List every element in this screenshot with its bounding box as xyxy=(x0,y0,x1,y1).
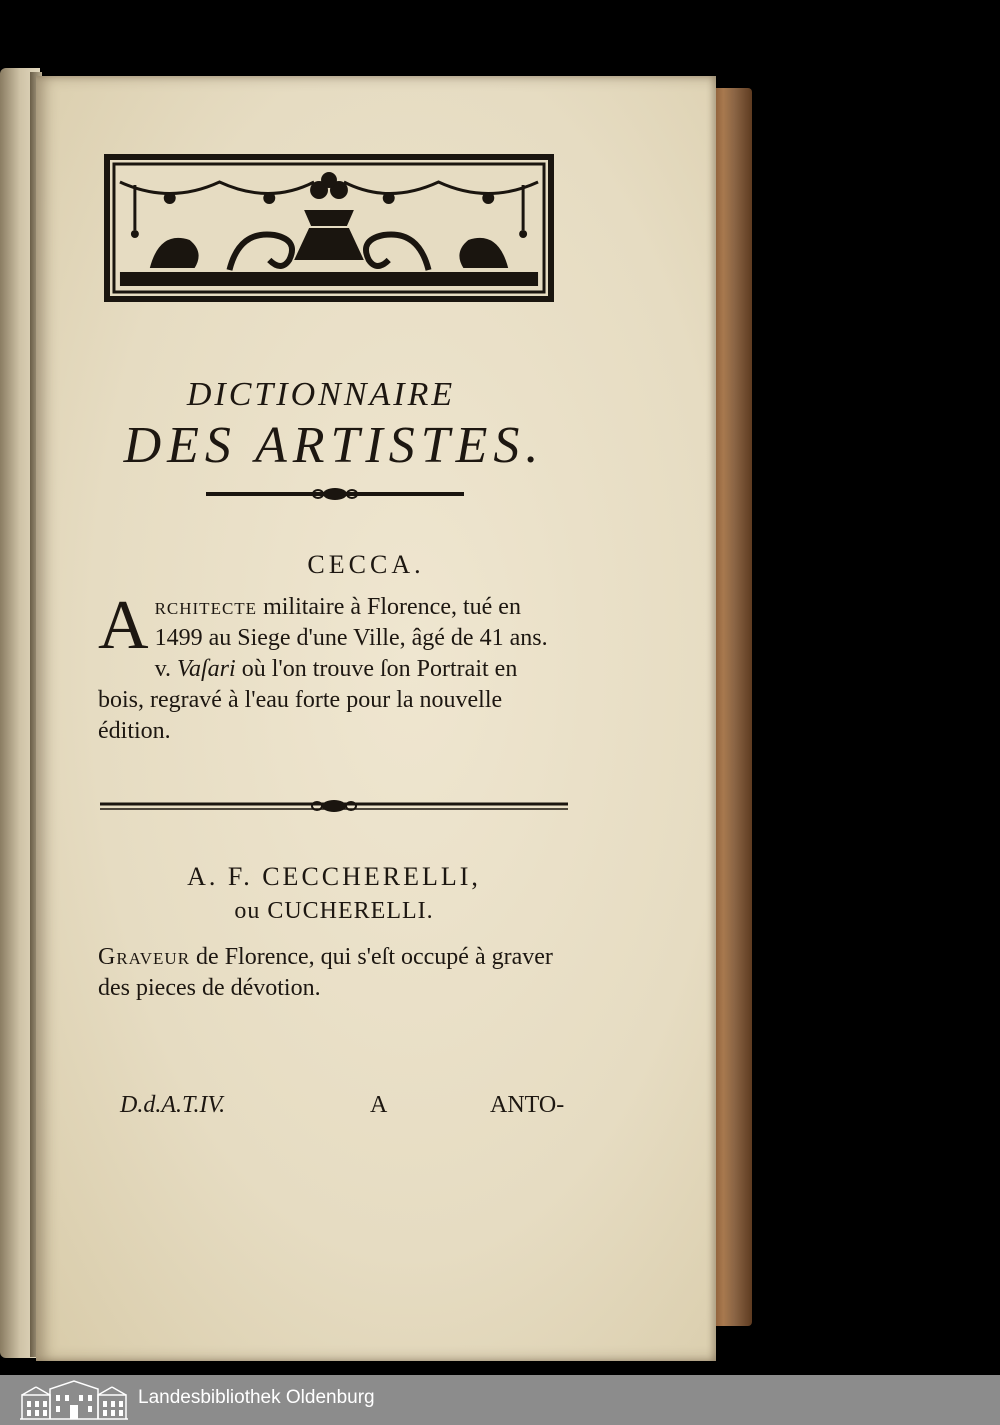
entry-lead-word: Graveur xyxy=(98,944,191,970)
signature: D.d.A.T.IV. xyxy=(120,1092,226,1118)
dropcap: A xyxy=(98,587,149,664)
entry-text-part: de Florence, qui s'eſt occupé à graver des pieces de dévotion. xyxy=(98,944,553,1001)
ornamental-rule-1 xyxy=(206,487,464,501)
entry-italic-name: Vaſari xyxy=(177,656,236,682)
entry-lead-word: rchitecte xyxy=(154,594,258,620)
title-line-1: DICTIONNAIRE xyxy=(186,376,456,413)
library-name: Landesbibliothek Oldenburg xyxy=(138,1387,375,1408)
entry-text-part: militaire à Florence, tué en 1499 au Siege d'une Ville, âgé de 41 ans. v. xyxy=(154,594,548,682)
entry-head-ceccherelli-line1: A. F. CECCHERELLI, xyxy=(187,862,481,891)
library-footer-bar xyxy=(0,1375,1000,1425)
entry-head-cecca: CECCA. xyxy=(307,550,425,579)
entry-text-part: où l'on trouve ſon Portrait en bois, regravé à l'eau forte pour la nouvelle édition. xyxy=(98,656,518,744)
catchword: ANTO- xyxy=(490,1092,565,1118)
entry-text-cecca xyxy=(98,587,568,747)
library-building-icon xyxy=(20,1379,128,1421)
book-page xyxy=(36,76,716,1361)
entry-text-ceccherelli xyxy=(98,942,568,1004)
title-line-2: DES ARTISTES. xyxy=(123,417,545,474)
signature-mark: A xyxy=(370,1092,388,1118)
entry-head-ceccherelli-line2: ou CUCHERELLI. xyxy=(234,898,434,924)
ornamental-rule-2 xyxy=(100,799,568,813)
woodcut-ornament xyxy=(104,154,554,302)
